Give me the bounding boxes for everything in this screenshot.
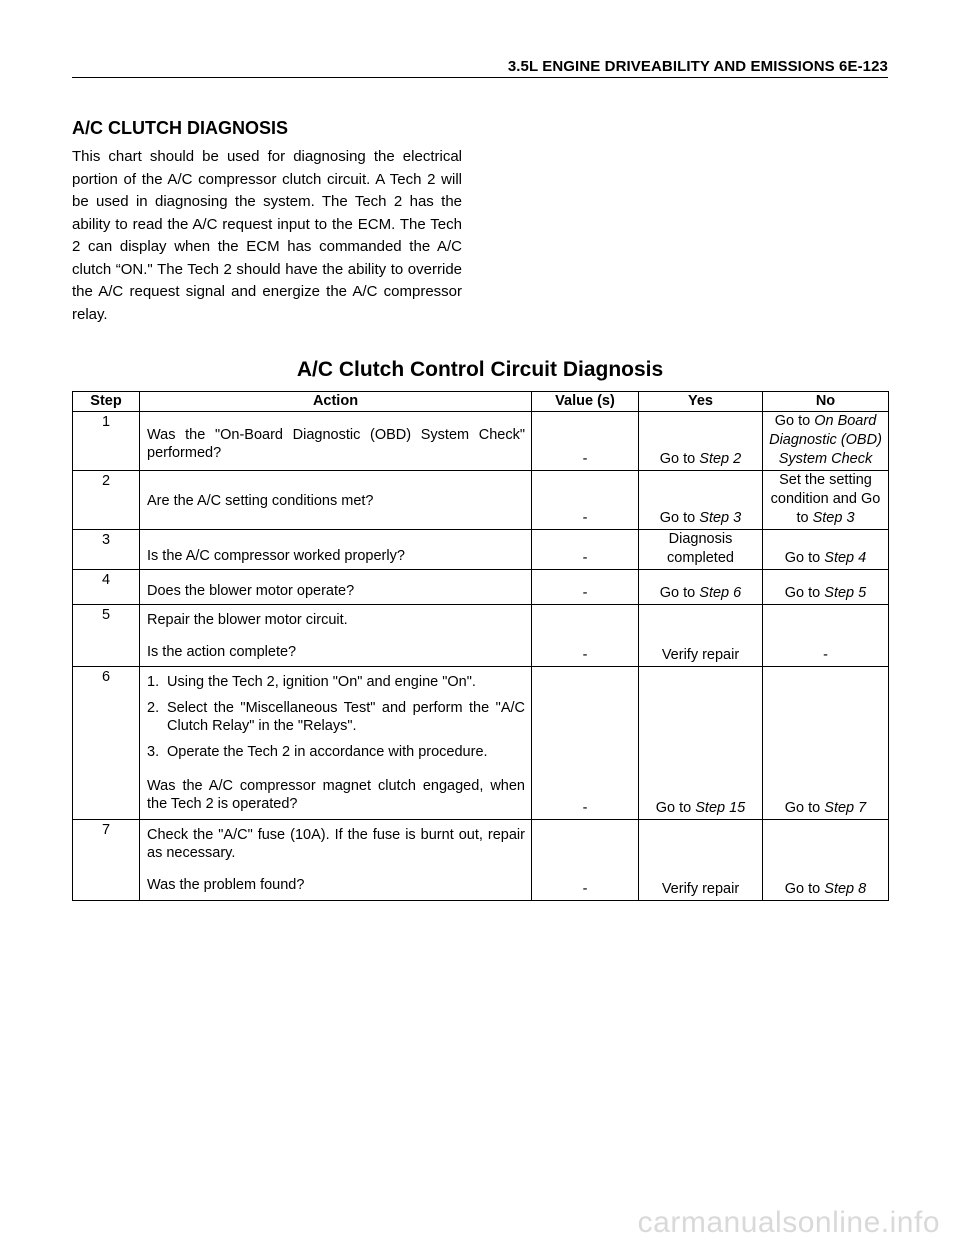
yes-cell: [639, 412, 763, 471]
substep-item: [147, 699, 525, 735]
table-row: [73, 570, 889, 605]
yes-step-ref: Step 2: [699, 451, 742, 467]
yes-cell: Verify repair: [639, 605, 763, 667]
no-cell: [763, 412, 889, 471]
step-number: 2: [101, 473, 111, 489]
action-text: Was the "On-Board Diagnostic (OBD) System Check" performed?: [147, 427, 525, 461]
step-cell: [73, 412, 140, 471]
yes-cell: [639, 471, 763, 530]
value-cell: -: [532, 471, 639, 530]
step-number: 4: [101, 572, 111, 588]
action-cell: [140, 605, 532, 667]
no-prefix: Go to: [784, 881, 825, 897]
step-number: 7: [101, 822, 111, 838]
no-step-ref: Step 8: [824, 881, 867, 897]
step-number: 5: [101, 607, 111, 623]
yes-prefix: Go to: [655, 800, 696, 816]
no-prefix: Go to: [774, 413, 815, 429]
yes-prefix: Go to: [659, 510, 700, 526]
no-prefix: Go to: [784, 800, 825, 816]
header-action: Action: [140, 392, 532, 412]
yes-step-ref: Step 6: [699, 585, 742, 601]
step-cell: [73, 570, 140, 605]
value-cell: -: [532, 412, 639, 471]
action-text: Repair the blower motor circuit.: [147, 612, 348, 628]
yes-cell: [639, 667, 763, 820]
action-cell: [140, 471, 532, 530]
no-cell: [763, 570, 889, 605]
header-step: Step: [73, 392, 140, 412]
no-cell: [763, 820, 889, 901]
action-text: Are the A/C setting conditions met?: [147, 493, 374, 509]
substep-item: [147, 743, 525, 761]
substep-number: 2.: [147, 700, 160, 716]
step-cell: [73, 605, 140, 667]
value-cell: -: [532, 605, 639, 667]
no-prefix: Set the setting condition and Go to: [770, 472, 881, 526]
no-step-ref: Step 7: [824, 800, 867, 816]
step-number: 1: [101, 414, 111, 430]
step-cell: [73, 667, 140, 820]
header-no: No: [763, 392, 889, 412]
action-cell: [140, 412, 532, 471]
action-question: Was the problem found?: [147, 877, 305, 893]
no-prefix: Go to: [784, 550, 825, 566]
substep-text: Using the Tech 2, ignition "On" and engine "On".: [167, 674, 476, 690]
action-cell: [140, 667, 532, 820]
yes-prefix: Go to: [659, 585, 700, 601]
action-text: Is the A/C compressor worked properly?: [147, 548, 405, 564]
value-cell: -: [532, 820, 639, 901]
value-cell: -: [532, 530, 639, 570]
substep-list: [147, 673, 525, 761]
substep-text: Operate the Tech 2 in accordance with procedure.: [167, 744, 488, 760]
no-step-ref: Step 4: [824, 550, 867, 566]
action-cell: [140, 820, 532, 901]
substep-text: Select the "Miscellaneous Test" and perform the "A/C Clutch Relay" in the "Relays".: [167, 700, 525, 734]
diagnosis-table: [72, 391, 889, 901]
step-cell: [73, 820, 140, 901]
table-header-row: [73, 392, 889, 412]
yes-cell: Verify repair: [639, 820, 763, 901]
substep-number: 1.: [147, 674, 160, 690]
action-question: Was the A/C compressor magnet clutch engaged, when the Tech 2 is operated?: [147, 778, 525, 812]
page-header: 3.5L ENGINE DRIVEABILITY AND EMISSIONS 6E-123: [72, 58, 888, 78]
table-row: [73, 667, 889, 820]
value-cell: -: [532, 570, 639, 605]
no-cell: -: [763, 605, 889, 667]
header-value: Value (s): [532, 392, 639, 412]
no-cell: [763, 471, 889, 530]
substep-number: 3.: [147, 744, 160, 760]
table-row: [73, 530, 889, 570]
no-cell: [763, 667, 889, 820]
table-row: [73, 471, 889, 530]
yes-cell: [639, 570, 763, 605]
no-step-ref: Step 3: [812, 510, 855, 526]
action-question: Is the action complete?: [147, 644, 297, 660]
step-number: 6: [101, 669, 111, 685]
no-step-ref: On Board Diagnostic (OBD) System Check: [769, 413, 882, 467]
step-cell: [73, 471, 140, 530]
yes-step-ref: Step 15: [695, 800, 746, 816]
action-text: Does the blower motor operate?: [147, 583, 355, 599]
header-yes: Yes: [639, 392, 763, 412]
yes-prefix: Go to: [659, 451, 700, 467]
section-title: A/C CLUTCH DIAGNOSIS: [72, 118, 288, 138]
action-cell: [140, 570, 532, 605]
action-cell: [140, 530, 532, 570]
table-row: [73, 412, 889, 471]
substep-item: [147, 673, 525, 691]
no-prefix: Go to: [784, 585, 825, 601]
no-cell: [763, 530, 889, 570]
intro-paragraph: This chart should be used for diagnosing the electrical portion of the A/C compressor clutch circuit. A Tech 2 will be used in diagnosing the system. The Tech 2 has the ability to read the A/C request input to the ECM. The Tech 2 can display when the ECM has commanded the A/C clutch “ON." The Tech 2 should have the ability to override the A/C request signal and energize the A/C compressor relay.: [72, 148, 462, 323]
yes-step-ref: Step 3: [699, 510, 742, 526]
no-step-ref: Step 5: [824, 585, 867, 601]
watermark: carmanualsonline.info: [637, 1206, 940, 1239]
yes-cell: Diagnosis completed: [639, 530, 763, 570]
table-row: [73, 820, 889, 901]
action-text: Check the "A/C" fuse (10A). If the fuse is burnt out, repair as necessary.: [147, 827, 525, 861]
step-number: 3: [101, 532, 111, 548]
table-title: A/C Clutch Control Circuit Diagnosis: [296, 358, 664, 381]
value-cell: -: [532, 667, 639, 820]
table-row: [73, 605, 889, 667]
step-cell: [73, 530, 140, 570]
